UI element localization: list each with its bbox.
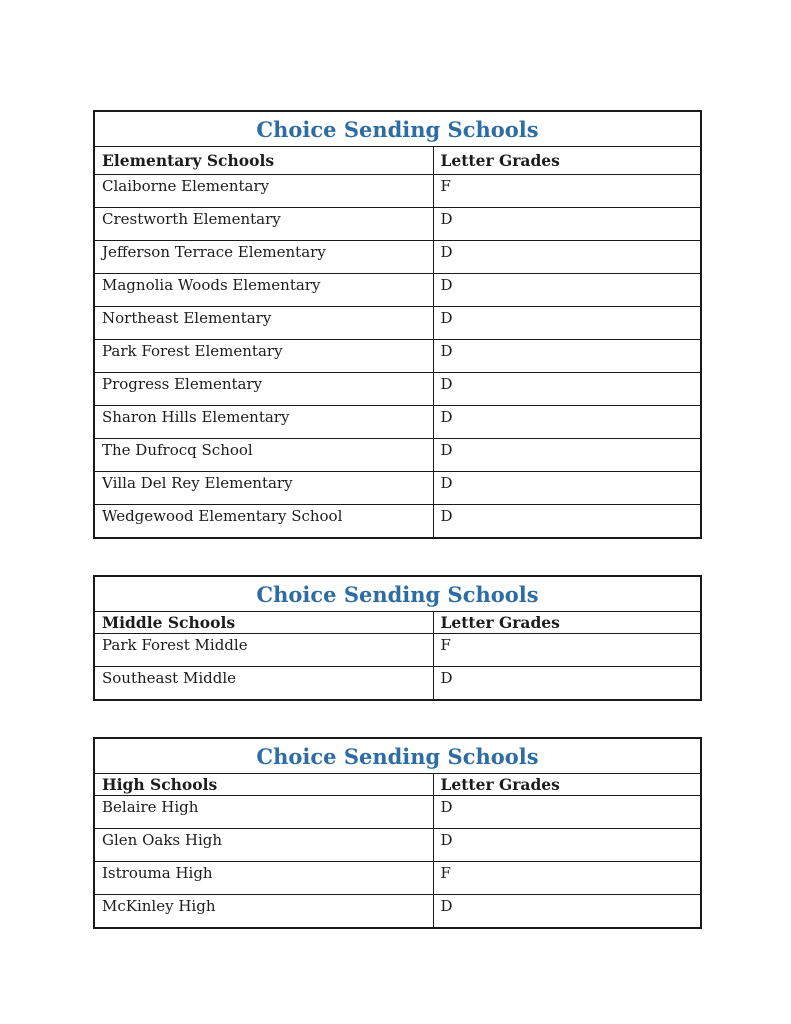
column-header-schools: Middle Schools bbox=[94, 612, 433, 634]
table-row bbox=[94, 307, 701, 340]
table-row bbox=[94, 274, 701, 307]
table-row bbox=[94, 472, 701, 505]
column-header-grades: Letter Grades bbox=[433, 612, 701, 634]
letter-grade-cell: D bbox=[433, 829, 701, 862]
letter-grade-cell: D bbox=[433, 373, 701, 406]
elementary-schools-table bbox=[93, 110, 702, 539]
letter-grade-cell: D bbox=[433, 505, 701, 539]
column-header-grades: Letter Grades bbox=[433, 147, 701, 175]
letter-grade-cell: D bbox=[433, 307, 701, 340]
table-row bbox=[94, 175, 701, 208]
letter-grade-cell: D bbox=[433, 406, 701, 439]
school-name-cell: Crestworth Elementary bbox=[94, 208, 433, 241]
letter-grade-cell: D bbox=[433, 340, 701, 373]
letter-grade-cell: D bbox=[433, 472, 701, 505]
table-title-row bbox=[94, 576, 701, 612]
table-title: Choice Sending Schools bbox=[94, 576, 701, 612]
table-row bbox=[94, 340, 701, 373]
letter-grade-cell: D bbox=[433, 274, 701, 307]
column-header-grades: Letter Grades bbox=[433, 774, 701, 796]
letter-grade-cell: D bbox=[433, 439, 701, 472]
school-name-cell: Jefferson Terrace Elementary bbox=[94, 241, 433, 274]
school-name-cell: Glen Oaks High bbox=[94, 829, 433, 862]
school-name-cell: Sharon Hills Elementary bbox=[94, 406, 433, 439]
table-row bbox=[94, 829, 701, 862]
table-title: Choice Sending Schools bbox=[94, 738, 701, 774]
table-title: Choice Sending Schools bbox=[94, 111, 701, 147]
table-row bbox=[94, 439, 701, 472]
table-header-row bbox=[94, 147, 701, 175]
table-row bbox=[94, 208, 701, 241]
school-name-cell: The Dufrocq School bbox=[94, 439, 433, 472]
school-name-cell: Northeast Elementary bbox=[94, 307, 433, 340]
school-name-cell: Claiborne Elementary bbox=[94, 175, 433, 208]
middle-schools-table bbox=[93, 575, 702, 701]
table-header-row bbox=[94, 774, 701, 796]
letter-grade-cell: D bbox=[433, 796, 701, 829]
school-name-cell: Park Forest Elementary bbox=[94, 340, 433, 373]
school-name-cell: Southeast Middle bbox=[94, 667, 433, 701]
table-row bbox=[94, 895, 701, 929]
table-row bbox=[94, 406, 701, 439]
school-name-cell: Istrouma High bbox=[94, 862, 433, 895]
column-header-schools: Elementary Schools bbox=[94, 147, 433, 175]
high-schools-table bbox=[93, 737, 702, 929]
letter-grade-cell: D bbox=[433, 241, 701, 274]
table-row bbox=[94, 241, 701, 274]
letter-grade-cell: D bbox=[433, 895, 701, 929]
letter-grade-cell: F bbox=[433, 175, 701, 208]
letter-grade-cell: F bbox=[433, 634, 701, 667]
letter-grade-cell: D bbox=[433, 208, 701, 241]
letter-grade-cell: D bbox=[433, 667, 701, 701]
school-name-cell: Villa Del Rey Elementary bbox=[94, 472, 433, 505]
table-header-row bbox=[94, 612, 701, 634]
letter-grade-cell: F bbox=[433, 862, 701, 895]
school-name-cell: McKinley High bbox=[94, 895, 433, 929]
table-row bbox=[94, 796, 701, 829]
table-row bbox=[94, 862, 701, 895]
school-name-cell: Wedgewood Elementary School bbox=[94, 505, 433, 539]
table-title-row bbox=[94, 111, 701, 147]
table-row bbox=[94, 634, 701, 667]
school-name-cell: Belaire High bbox=[94, 796, 433, 829]
table-row bbox=[94, 667, 701, 701]
table-row bbox=[94, 505, 701, 539]
school-name-cell: Park Forest Middle bbox=[94, 634, 433, 667]
table-title-row bbox=[94, 738, 701, 774]
table-row bbox=[94, 373, 701, 406]
column-header-schools: High Schools bbox=[94, 774, 433, 796]
school-name-cell: Progress Elementary bbox=[94, 373, 433, 406]
school-name-cell: Magnolia Woods Elementary bbox=[94, 274, 433, 307]
